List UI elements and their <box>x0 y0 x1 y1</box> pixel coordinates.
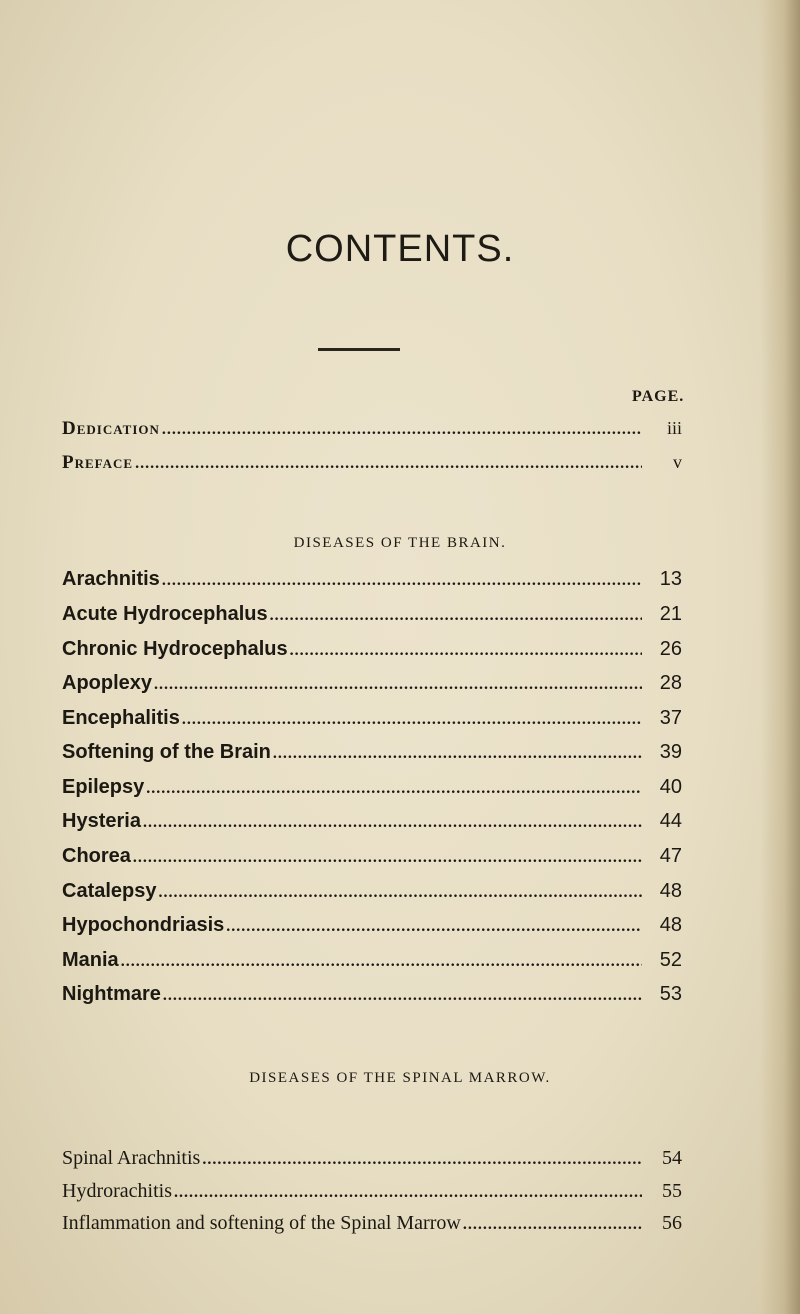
page-edge-shadow <box>760 0 800 1314</box>
leader-dots <box>162 421 642 439</box>
heading-rule <box>318 348 400 351</box>
toc-entry[interactable] <box>62 638 682 668</box>
toc-entry[interactable] <box>62 1212 682 1242</box>
leader-dots <box>202 1151 642 1169</box>
toc-entry-page: 54 <box>662 1147 682 1169</box>
toc-entry-title: Catalepsy <box>62 880 157 902</box>
leader-dots <box>146 780 642 798</box>
leader-dots <box>163 987 642 1005</box>
leader-dots <box>143 814 642 832</box>
toc-entry-title: Dedication <box>62 418 160 439</box>
toc-entry-page: 37 <box>659 707 682 729</box>
toc-entry-page: 52 <box>659 949 682 971</box>
toc-entry-page: 48 <box>659 914 682 936</box>
toc-entry-dedication[interactable] <box>62 418 682 448</box>
toc-entry[interactable] <box>62 568 682 598</box>
section-title-spinal: DISEASES OF THE SPINAL MARROW. <box>249 1070 551 1086</box>
toc-entry-page: 40 <box>659 776 682 798</box>
toc-entry-title: Mania <box>62 949 119 971</box>
toc-entry[interactable] <box>62 707 682 737</box>
toc-entry[interactable] <box>62 810 682 840</box>
toc-entry[interactable] <box>62 1180 682 1210</box>
contents-heading: CONTENTS. <box>285 228 515 270</box>
leader-dots <box>463 1216 642 1234</box>
toc-entry-title: Hysteria <box>62 810 141 832</box>
toc-entry-title: Inflammation and softening of the Spinal Marrow <box>62 1212 461 1234</box>
toc-entry[interactable] <box>62 603 682 633</box>
toc-entry-page: 55 <box>662 1180 682 1202</box>
toc-entry[interactable] <box>62 741 682 771</box>
leader-dots <box>133 849 642 867</box>
leader-dots <box>182 711 642 729</box>
leader-dots <box>226 918 642 936</box>
toc-entry[interactable] <box>62 983 682 1013</box>
leader-dots <box>135 455 642 473</box>
toc-entry-page: 26 <box>659 638 682 660</box>
leader-dots <box>290 642 642 660</box>
toc-entry-title: Softening of the Brain <box>62 741 271 763</box>
toc-entry-page: 44 <box>659 810 682 832</box>
toc-entry-title: Encephalitis <box>62 707 180 729</box>
leader-dots <box>273 745 642 763</box>
toc-entry-page: v <box>673 452 682 472</box>
toc-entry[interactable] <box>62 1147 682 1177</box>
toc-entry-title: Chronic Hydrocephalus <box>62 638 288 660</box>
toc-entry-page: 28 <box>659 672 682 694</box>
leader-dots <box>159 884 643 902</box>
toc-entry-title: Acute Hydrocephalus <box>62 603 268 625</box>
toc-entry-title: Hypochondriasis <box>62 914 225 936</box>
toc-entry[interactable] <box>62 776 682 806</box>
toc-entry-preface[interactable] <box>62 452 682 482</box>
toc-entry-title: Hydrorachitis <box>62 1180 172 1202</box>
toc-entry-title: Nightmare <box>62 983 161 1005</box>
toc-entry[interactable] <box>62 949 682 979</box>
toc-entry-page: 53 <box>659 983 682 1005</box>
toc-entry-title: Spinal Arachnitis <box>62 1147 201 1169</box>
toc-entry-page: 39 <box>659 741 682 763</box>
toc-entry-page: 47 <box>659 845 682 867</box>
toc-entry[interactable] <box>62 880 682 910</box>
leader-dots <box>162 572 642 590</box>
toc-entry-title: Apoplexy <box>62 672 153 694</box>
toc-entry-page: 13 <box>659 568 682 590</box>
toc-entry-page: 48 <box>659 880 682 902</box>
section-title-brain: DISEASES OF THE BRAIN. <box>293 535 507 551</box>
toc-entry-title: Chorea <box>62 845 131 867</box>
leader-dots <box>270 607 642 625</box>
leader-dots <box>121 953 642 971</box>
leader-dots <box>174 1184 642 1202</box>
page-column-label: PAGE. <box>632 388 685 405</box>
toc-entry-title: Preface <box>62 452 134 473</box>
toc-entry-title: Arachnitis <box>62 568 160 590</box>
leader-dots <box>154 676 642 694</box>
toc-entry-page: 56 <box>662 1212 682 1234</box>
toc-entry[interactable] <box>62 845 682 875</box>
toc-entry[interactable] <box>62 672 682 702</box>
toc-entry-page: iii <box>666 418 682 438</box>
toc-entry-title: Epilepsy <box>62 776 145 798</box>
toc-entry-page: 21 <box>659 603 682 625</box>
toc-entry[interactable] <box>62 914 682 944</box>
